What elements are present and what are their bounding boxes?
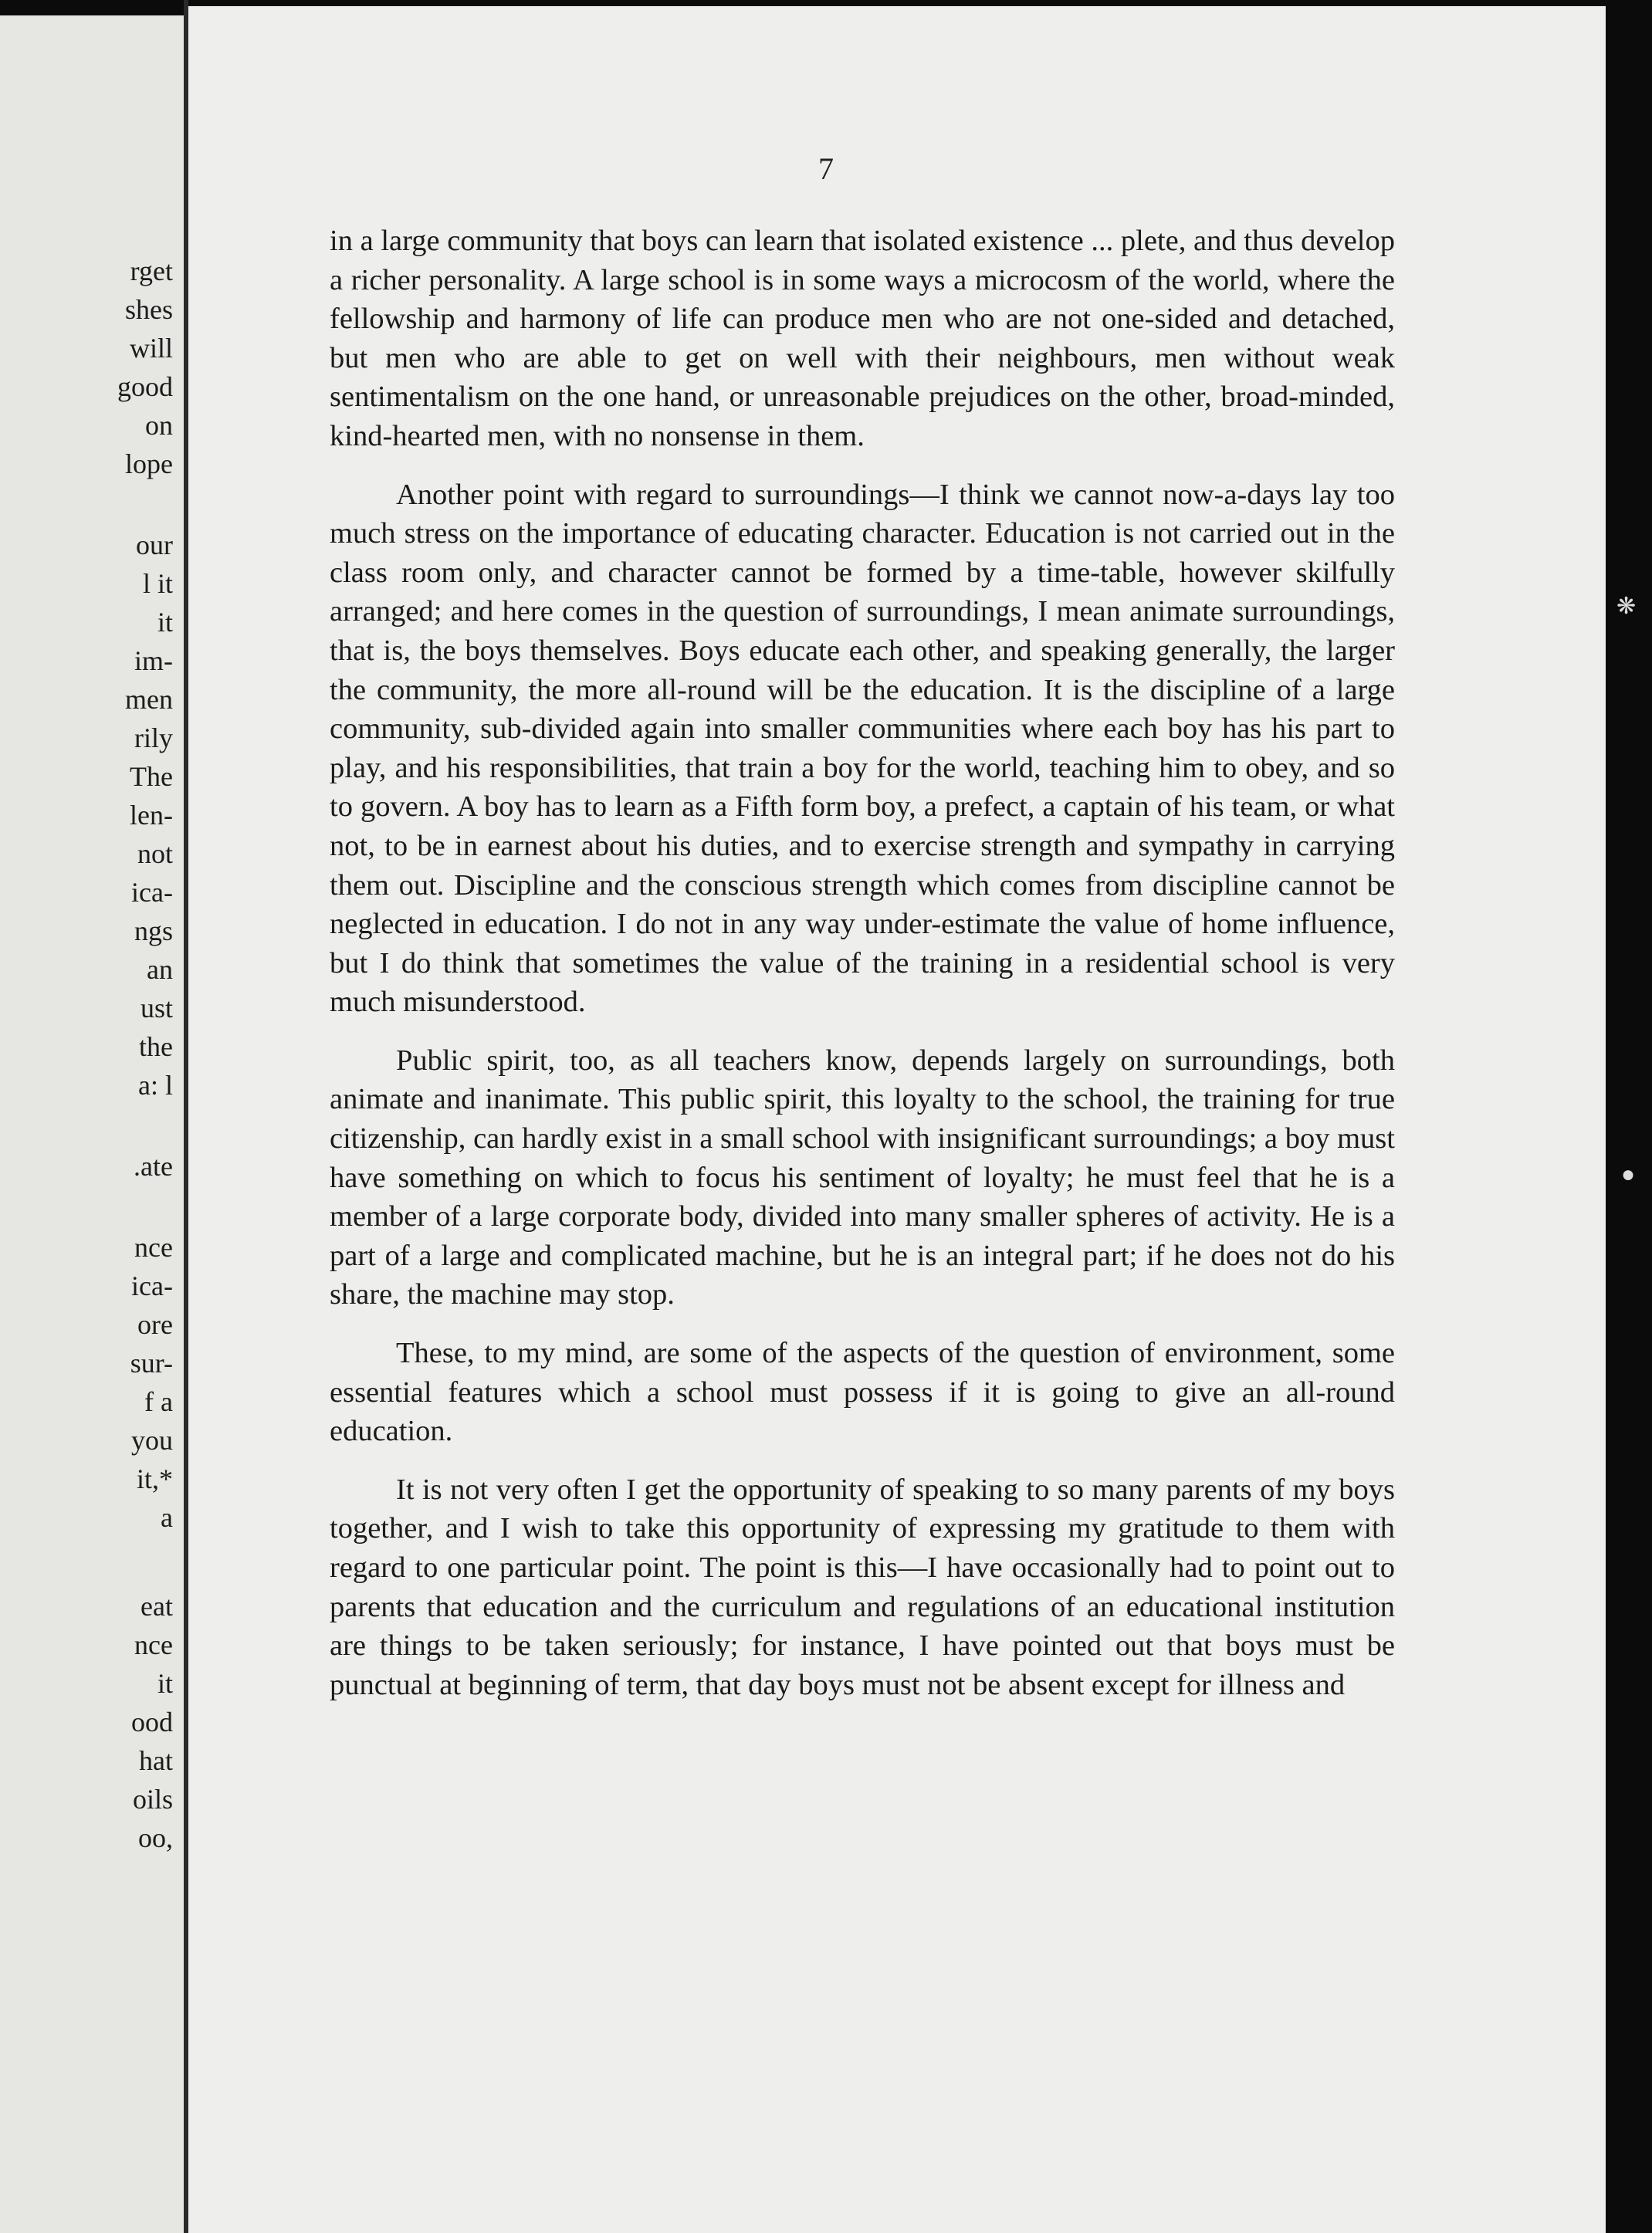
paragraph: Another point with regard to surroundings—I think we cannot now-a-days lay too much stress on the importance of educating character. Education is not carried out in the class room only, and character cannot be formed by a time-table, however skilfully arranged; and here comes in the question of surroundings, I mean animate surroundings, that is, the boys themselves. Boys educate each other, and speaking generally, the larger the community, the more all-round will be the education. It is the discipline of a large community, sub-divided again into smaller communities where each boy has his part to play, and his responsibilities, that train a boy for the world, teaching him to obey, and so to govern. A boy has to learn as a Fifth form boy, a prefect, a captain of his team, or what not, to be in earnest about his duties, and to exercise strength and sympathy in carrying them out. Discipline and the conscious strength which comes from discipline cannot be neglected in education. I do not in any way under-estimate the value of home influence, but I do think that sometimes the value of the training in a residential school is very much misunderstood.	[330, 478, 1395, 1019]
left-fragment: nce	[134, 1629, 173, 1660]
left-fragment: on	[145, 410, 173, 441]
paragraph: It is not very often I get the opportunity of speaking to so many parents of my boys together, and I wish to take this opportunity of expressing my gratitude to them with regard to one particular point. The point is this—I have occasionally had to point out to parents that education and the curriculum and regulations of an educational institution are things to be taken seriously; for instance, I have pointed out that boys must be punctual at beginning of term, that day boys must not be absent except for illness and	[330, 1473, 1395, 1701]
left-fragment: nce	[134, 1232, 173, 1263]
left-fragment: ngs	[134, 915, 173, 946]
left-fragment: not	[137, 838, 173, 869]
left-fragment: .ate	[134, 1151, 173, 1182]
left-fragment: an	[147, 954, 173, 985]
scan-speck: ●	[1621, 1162, 1636, 1187]
left-fragment: len-	[130, 800, 173, 831]
left-fragment: oils	[132, 1784, 173, 1815]
adjacent-left-page	[0, 15, 184, 2233]
left-fragment: you	[131, 1425, 173, 1456]
left-fragment: men	[125, 684, 173, 715]
left-fragment: our	[136, 529, 173, 560]
scan-border-right	[1606, 0, 1652, 2233]
left-fragment: f a	[144, 1386, 173, 1417]
left-fragment: The	[130, 761, 173, 792]
left-fragment: a: l	[138, 1070, 173, 1101]
left-fragment: oo,	[138, 1822, 173, 1853]
left-fragment: shes	[125, 294, 173, 325]
left-fragment: will	[129, 333, 173, 364]
left-fragment: it,*	[136, 1463, 173, 1494]
left-fragment: a	[161, 1502, 173, 1533]
left-fragment: hat	[139, 1745, 173, 1776]
left-fragment: the	[139, 1031, 173, 1062]
left-fragment: l it	[142, 568, 173, 599]
left-fragment: ica-	[131, 877, 173, 908]
left-fragment: sur-	[130, 1348, 173, 1379]
left-fragment: im-	[134, 645, 173, 676]
left-fragment: it	[157, 1668, 173, 1699]
page-number: 7	[818, 151, 834, 186]
left-fragment: lope	[125, 448, 173, 479]
left-fragment: it	[157, 607, 173, 638]
paragraph: in a large community that boys can learn that isolated existence ... plete, and thus develop a richer personality. A large school is in some ways a microcosm of the world, where the fellowship and harmony of life can produce men who are not one-sided and detached, but men who are able to get on well with their neighbours, men without weak sentimentalism on the one hand, or unreasonable prejudices on the other, broad-minded, kind-hearted men, with no nonsense in them.	[330, 225, 1395, 452]
left-fragment: ust	[140, 993, 173, 1023]
left-fragment: ore	[137, 1309, 173, 1340]
left-fragment: rily	[134, 722, 173, 753]
scan-speck: ❋	[1616, 594, 1637, 619]
page-body-text	[330, 222, 1395, 1724]
left-fragment: ica-	[131, 1270, 173, 1301]
paragraph: These, to my mind, are some of the aspects of the question of environment, some essential features which a school must possess if it is going to give an all-round education.	[330, 1337, 1395, 1448]
left-fragment: rget	[130, 255, 173, 286]
left-fragment: good	[117, 371, 173, 402]
left-fragment: eat	[140, 1591, 173, 1622]
left-page-text-edge	[0, 15, 184, 2233]
paragraph: Public spirit, too, as all teachers know, depends largely on surroundings, both animate and inanimate. This public spirit, this loyalty to the school, the training for true citizenship, can hardly exist in a small school with insignificant surroundings; a boy must have something on which to focus his sentiment of loyalty; he must feel that he is a member of a large corporate body, divided into many smaller spheres of activity. He is a part of a large and complicated machine, but he is an integral part; if he does not do his share, the machine may stop.	[330, 1044, 1395, 1311]
left-fragment: ood	[131, 1707, 173, 1737]
